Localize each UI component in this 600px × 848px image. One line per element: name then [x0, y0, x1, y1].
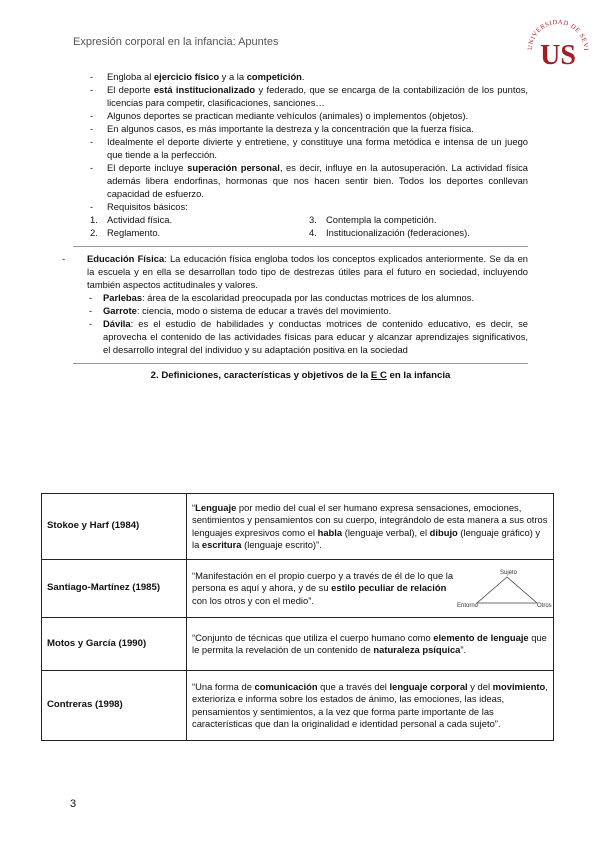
definition-text: “Lenguaje por medio del cual el ser humano expresa sensaciones, emociones, sentimientos y pensamientos con su cuerpo, integrándolo de esta manera a sus otros lenguajes expresivos como el habla (lenguaje verbal), el dibujo (lenguaje gráfico) y la escritura (lenguaje escrito)”. [192, 501, 548, 550]
bold-term: Educación Física [87, 253, 165, 264]
bold-term: lenguaje corporal [389, 680, 468, 692]
page-number: 3 [70, 798, 77, 810]
ef-authors-list [87, 291, 528, 356]
list-item: - En algunos casos, es más importante la destreza y la concentración que la fuerza física. [73, 122, 528, 135]
diagram-label: Otros [537, 602, 552, 609]
author-cell: Motos y García (1990) [42, 618, 187, 671]
list-item: - Algunos deportes se practican mediante vehículos (animales) o implementos (objetos). [73, 109, 528, 122]
header-title: Expresión corporal en la infancia: Apuntes [73, 36, 279, 48]
logo-arc-text: UNIVERSIDAD DE SEVI [526, 18, 590, 52]
bold-term: Parlebas [103, 292, 143, 303]
ef-author-item: - Parlebas: área de la escolaridad preocupada por las conductas motrices de los alumnos. [87, 291, 528, 304]
ef-author-item: - Dávila: es el estudio de habilidades y conductas motrices de contenido educativo, es decir, se aprovecha el contenido de las actividades físicas para educar y alcanzar aprendizajes significativos, el desarrollo integral del individuo y su adaptación positiva en la sociedad [87, 317, 528, 356]
list-item: - Requisitos básicos: [73, 200, 528, 213]
requisitos-list [73, 213, 528, 239]
bold-term: naturaleza psíquica [373, 644, 461, 655]
bold-term: Lenguaje [195, 501, 237, 513]
ef-item [73, 252, 528, 356]
bold-term: competición [246, 71, 302, 82]
bold-term: dibujo [429, 526, 458, 538]
definitions-table [41, 493, 554, 741]
requisito-item: 1. Actividad física. [90, 214, 173, 225]
definition-cell [187, 494, 554, 560]
definition-cell [187, 560, 554, 618]
bold-term: Dávila [103, 318, 131, 329]
author-cell: Contreras (1998) [42, 671, 187, 741]
logo-initials: US [540, 40, 576, 71]
definition-row [42, 671, 554, 741]
definition-cell [187, 618, 554, 671]
ef-definition: Educación Física: La educación física engloba todos los conceptos explicados anteriormente. Se da en la escuela y en ella se desarrollan todo tipo de destrezas útiles para el futuro en sociedad, incluyendo también aspectos actitudinales y valores. [87, 253, 528, 290]
author-cell: Santiago-Martínez (1985) [42, 560, 187, 618]
definition-row [42, 560, 554, 618]
ec-abbrev: E C [370, 370, 387, 381]
definition-cell [187, 671, 554, 741]
bold-term: Garrote [103, 305, 137, 316]
bold-term: elemento de lenguaje [433, 631, 529, 643]
author-cell: Stokoe y Harf (1984) [42, 494, 187, 560]
requisito-item: 2. Reglamento. [90, 227, 161, 238]
bold-term: comunicación [254, 680, 318, 692]
university-logo [522, 8, 592, 74]
requisito-item: 3. Contempla la competición. [309, 214, 437, 225]
bold-term: está institucionalizado [153, 84, 256, 95]
diagram-label: Sujeto [500, 569, 518, 576]
section-title: 2. Definiciones, características y objetivos de la E C en la infancia [150, 370, 451, 381]
main-content [73, 70, 528, 388]
definition-row [42, 494, 554, 560]
ef-list [73, 252, 528, 356]
requisito-item: 4. Institucionalización (federaciones). [309, 227, 470, 238]
divider [73, 363, 528, 364]
sport-characteristics-list [73, 70, 528, 213]
bold-term: ejercicio físico [153, 71, 220, 82]
list-item: - Engloba al ejercicio físico y a la competición. [73, 70, 528, 83]
list-item: - Idealmente el deporte divierte y entretiene, y constituye una forma metódica e intensa de un juego que tiende a la perfección. [73, 135, 528, 161]
list-item: - El deporte incluye superación personal, es decir, influye en la autosuperación. La actividad física además libera endorfinas, hormonas que nos hacen sentir bien. Todos los deportes conllevan capacidad de esfuerzo. [73, 161, 528, 200]
bold-term: estilo peculiar de relación [331, 582, 447, 594]
ef-author-item: - Garrote: ciencia, modo o sistema de educar a través del movimiento. [87, 304, 528, 317]
definition-row [42, 618, 554, 671]
divider [73, 246, 528, 247]
bold-term: movimiento [492, 680, 546, 692]
relation-triangle-diagram [457, 567, 552, 611]
bold-term: habla [317, 526, 343, 538]
definition-text: “Conjunto de técnicas que utiliza el cuerpo humano como elemento de lenguaje que le permita la revelación de un contenido de naturaleza psíquica”. [192, 631, 547, 655]
diagram-label: Entorno [457, 602, 479, 609]
bold-term: escritura [201, 539, 242, 550]
list-item: - El deporte está institucionalizado y federado, que se encarga de la contabilización de los puntos, licencias para competir, clasificaciones, sanciones… [73, 83, 528, 109]
definition-text: “Una forma de comunicación que a través del lenguaje corporal y del movimiento, exterioriza e informa sobre los estados de ánimo, las emociones, las ideas, pensamientos y sentimientos, a la vez que forma parte importante de las características que dan la originalidad e identidad personal a cada sujeto”. [192, 680, 548, 729]
definition-text: “Manifestación en el propio cuerpo y a través de él de lo que la persona es aquí y ahora, y de su estilo peculiar de relación con los otros y con el medio”. [192, 569, 454, 606]
bold-term: superación personal [187, 162, 280, 173]
